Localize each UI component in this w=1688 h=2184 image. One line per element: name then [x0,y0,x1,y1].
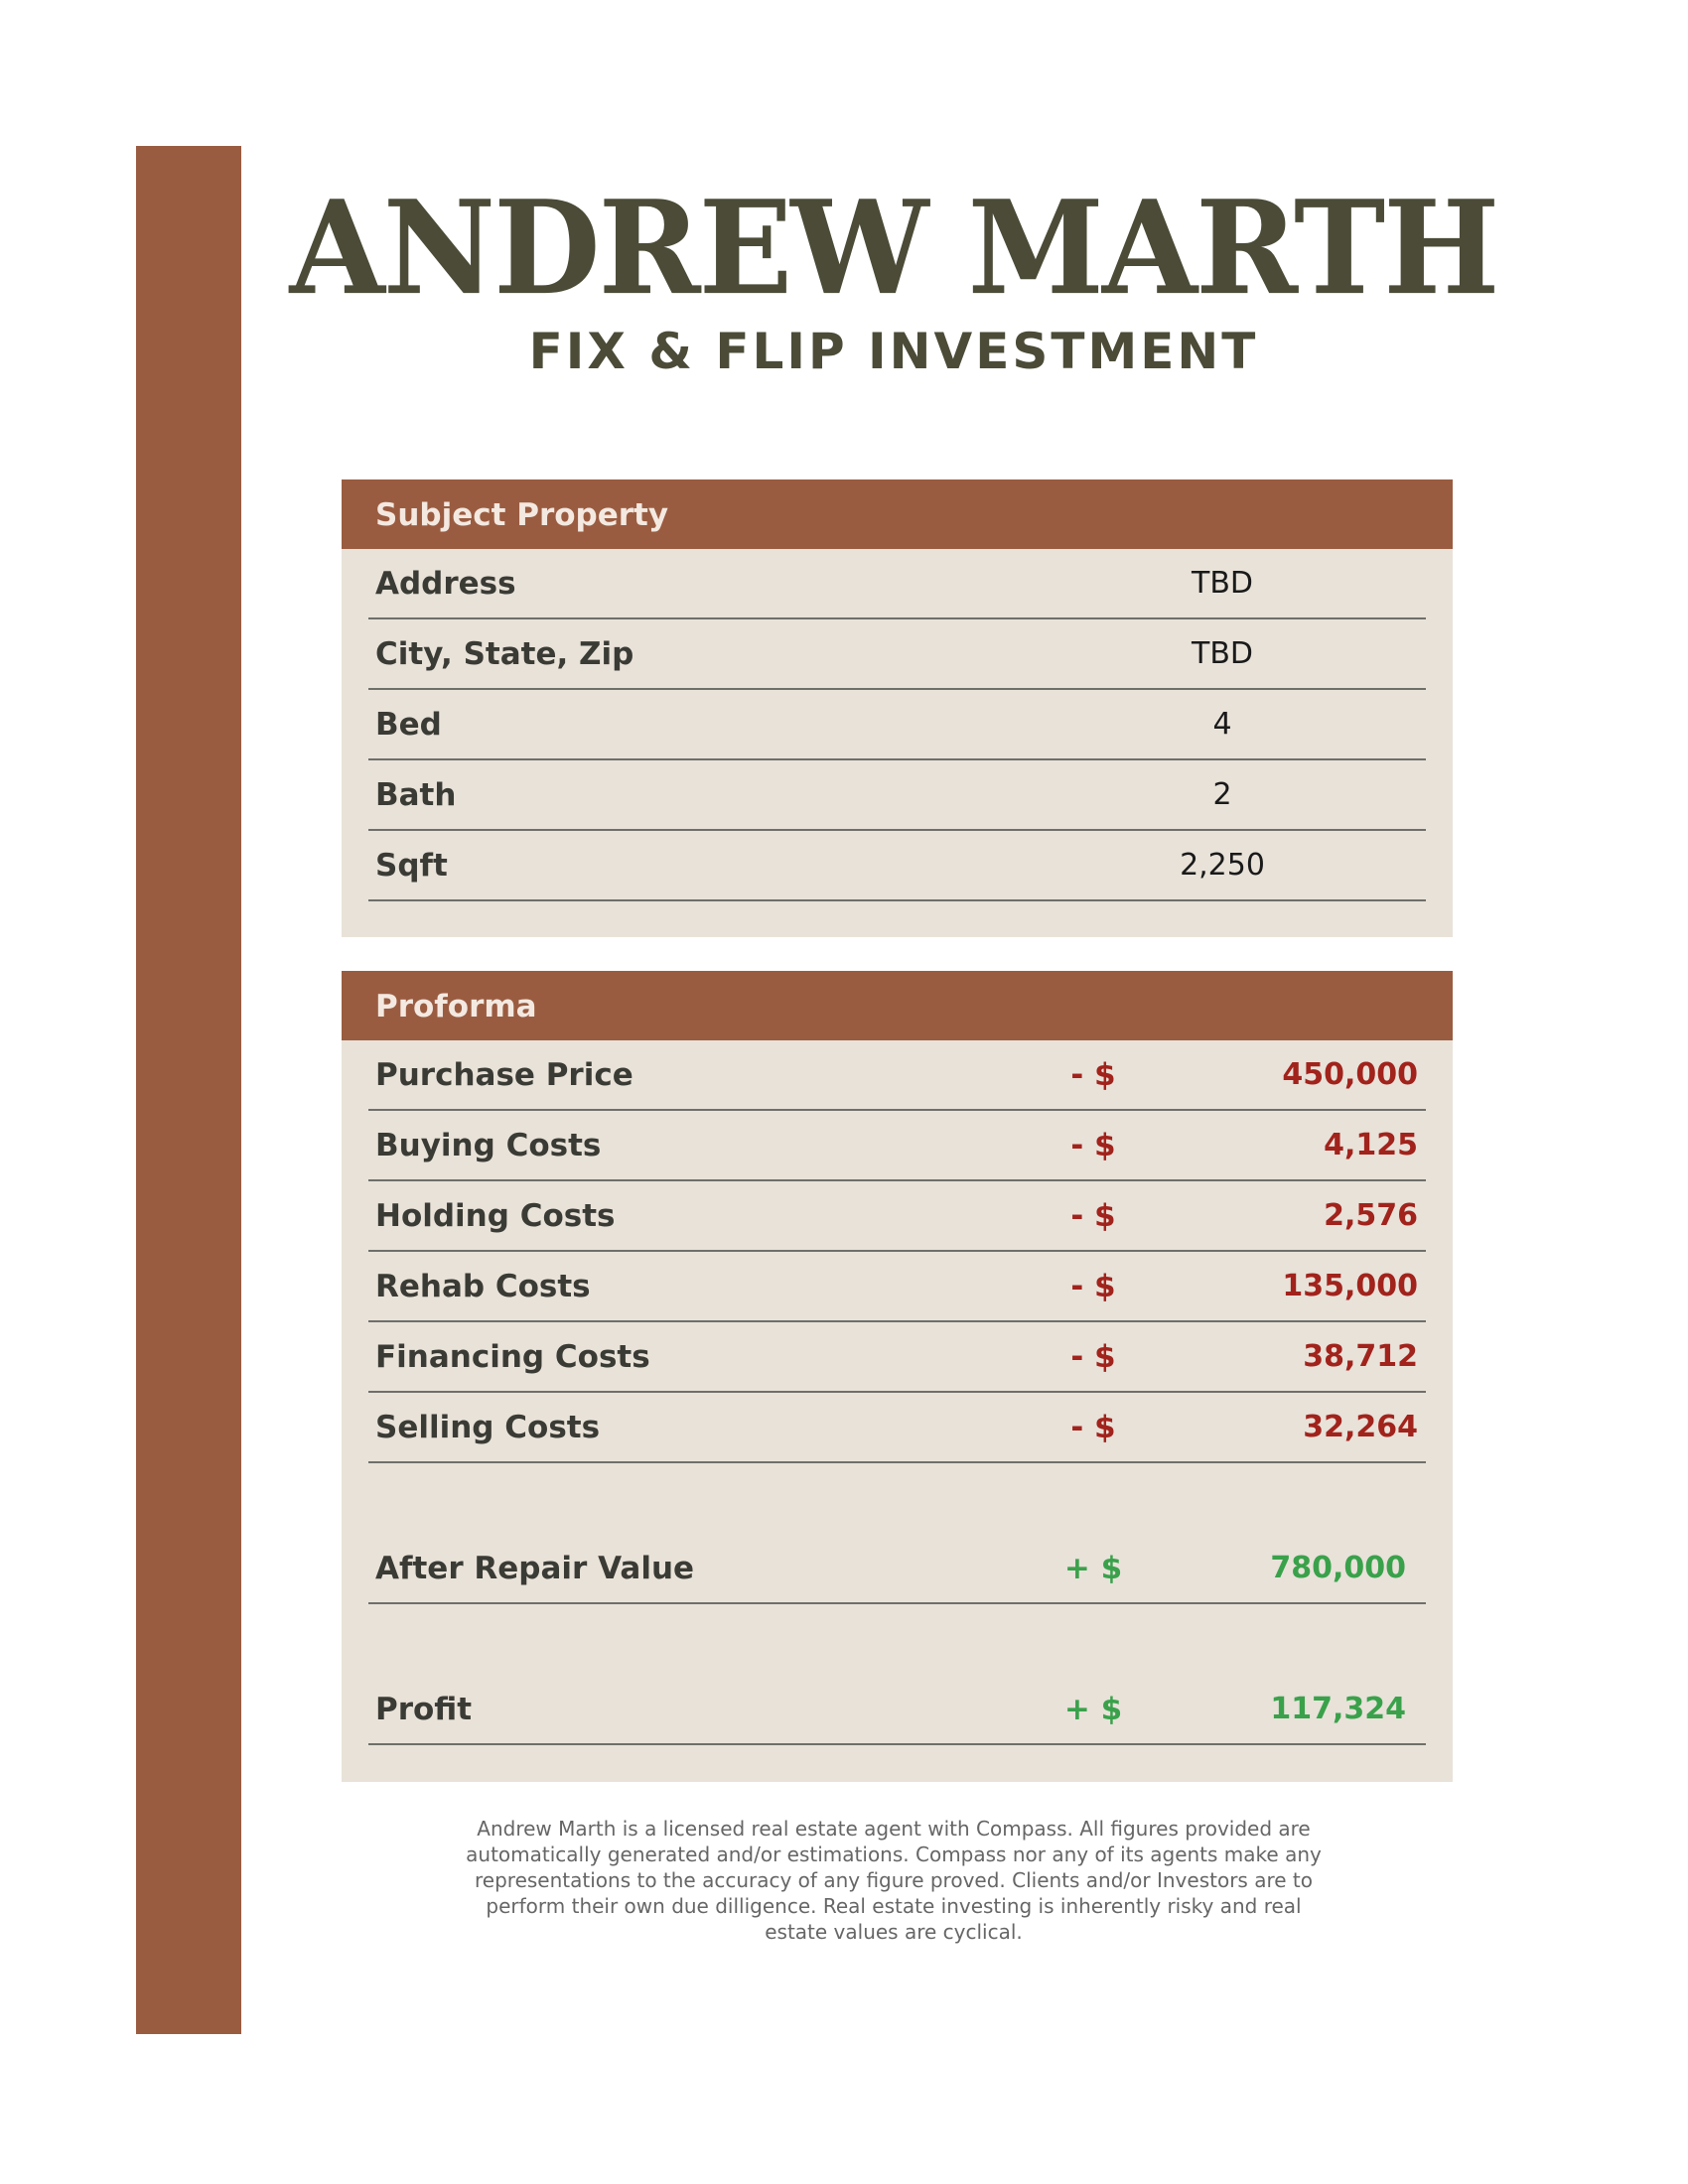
cost-label: Buying Costs [375,1128,602,1163]
cost-label: Holding Costs [375,1198,616,1234]
table-row: City, State, Zip TBD [368,619,1426,690]
profit-row [368,1604,1426,1745]
after-repair-value-label: After Repair Value [375,1551,695,1586]
table-row: Bed 4 [368,690,1426,760]
row-label: City, State, Zip [375,636,634,672]
profit-sign: + $ [1063,1692,1123,1727]
cost-label: Selling Costs [375,1410,601,1445]
cost-label: Rehab Costs [375,1269,591,1304]
after-repair-value-row [368,1463,1426,1604]
cost-sign: - $ [1070,1410,1116,1445]
row-label: Sqft [375,848,448,884]
cost-amount: 4,125 [1324,1128,1418,1162]
cost-row [368,1111,1426,1181]
row-label: Bed [375,707,442,743]
cost-row [368,1393,1426,1463]
sidebar-accent-bar [136,146,241,2034]
profit-label: Profit [375,1692,473,1727]
proforma-header: Proforma [342,971,1453,1040]
page-subtitle: FIX & FLIP INVESTMENT [528,323,1259,380]
cost-row [368,1181,1426,1252]
proforma-table [342,971,1453,1782]
cost-amount: 450,000 [1282,1057,1418,1092]
cost-amount: 2,576 [1324,1198,1418,1233]
cost-sign: - $ [1070,1057,1116,1093]
cost-amount: 32,264 [1303,1410,1418,1444]
after-repair-value-amount: 780,000 [1270,1551,1406,1585]
cost-label: Purchase Price [375,1057,633,1093]
cost-row [368,1322,1426,1393]
cost-sign: - $ [1070,1198,1116,1234]
subject-property-header: Subject Property [342,479,1453,549]
cost-row [368,1040,1426,1111]
cost-amount: 135,000 [1282,1269,1418,1303]
table-row: Sqft 2,250 [368,831,1426,901]
cost-row [368,1252,1426,1322]
row-label: Bath [375,777,457,813]
page-title: ANDREW MARTH [289,173,1498,325]
after-repair-value-sign: + $ [1063,1551,1123,1586]
profit-amount: 117,324 [1270,1692,1406,1726]
disclaimer-text: Andrew Marth is a licensed real estate agent with Compass. All figures provided are automatically generated and/or estimations. Compass nor any of its agents make any representations to the accuracy of any figure proved. Clients and/or Investors are to perform their own due dilligence. Real estate investing is inherently risky and real estate values are cyclical. [466,1817,1322,1944]
row-label: Address [375,566,516,602]
subject-property-table [342,479,1453,937]
table-row: Bath 2 [368,760,1426,831]
table-row: Address TBD [368,549,1426,619]
cost-label: Financing Costs [375,1339,650,1375]
cost-sign: - $ [1070,1128,1116,1163]
cost-sign: - $ [1070,1269,1116,1304]
cost-sign: - $ [1070,1339,1116,1375]
cost-amount: 38,712 [1303,1339,1418,1374]
